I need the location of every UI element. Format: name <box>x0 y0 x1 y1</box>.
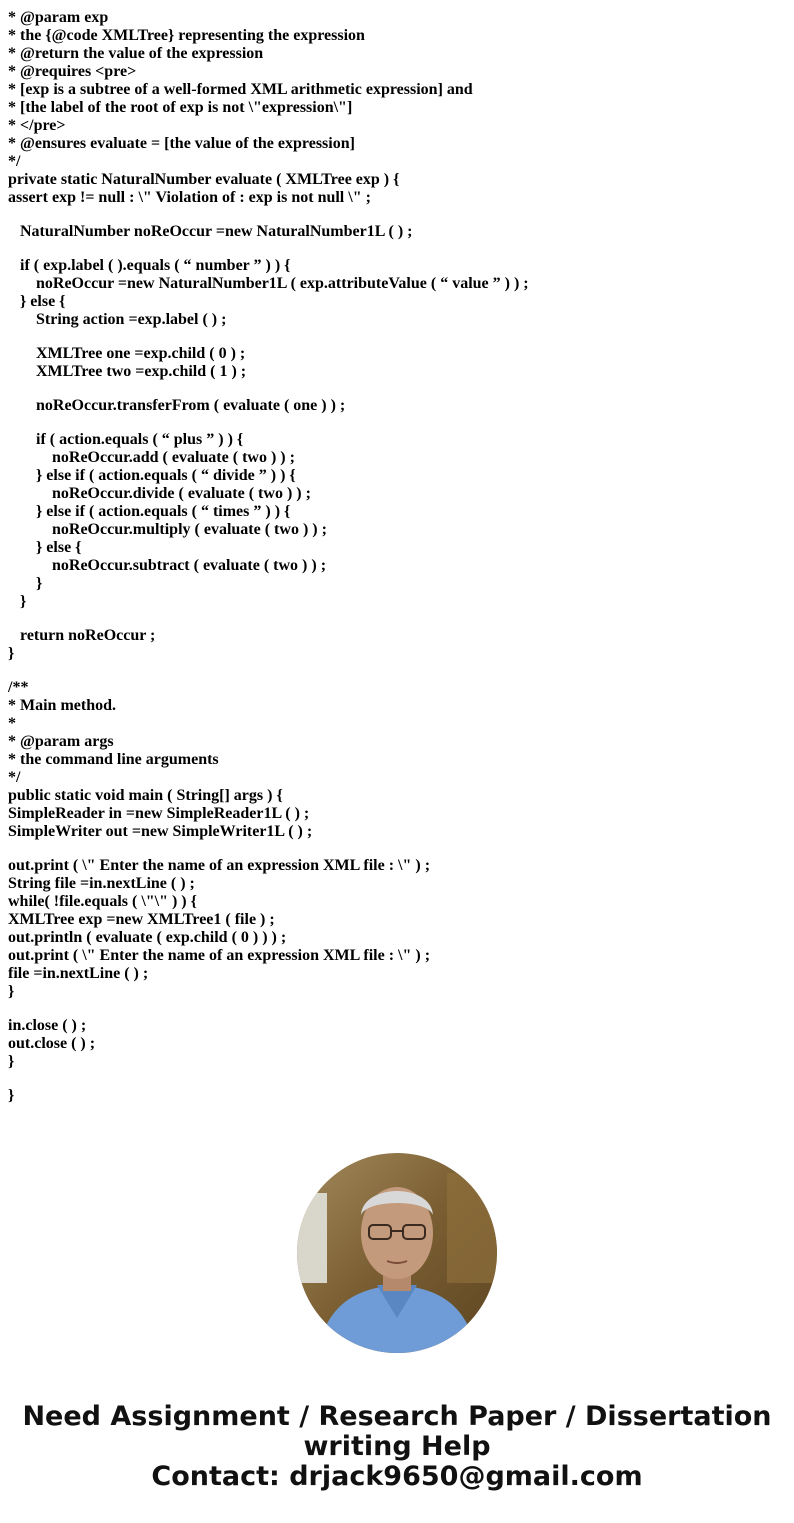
blank-line <box>8 611 788 627</box>
code-line: */ <box>8 769 21 786</box>
code-line: noReOccur.multiply ( evaluate ( two ) ) ; <box>8 521 327 538</box>
blank-line <box>8 415 788 431</box>
code-line: } <box>8 593 27 610</box>
code-line: noReOccur.transferFrom ( evaluate ( one ) ) ; <box>8 397 346 414</box>
blank-line <box>8 1001 788 1017</box>
code-line: * @return the value of the expression <box>8 45 264 62</box>
code-line: } else { <box>8 539 82 556</box>
code-line: public static void main ( String[] args ) { <box>8 787 283 804</box>
code-line: } <box>8 1087 15 1104</box>
code-line: } <box>8 645 15 662</box>
code-line: * Main method. <box>8 697 116 714</box>
author-portrait-illustration <box>297 1153 497 1353</box>
code-line: noReOccur.divide ( evaluate ( two ) ) ; <box>8 485 311 502</box>
code-line: in.close ( ) ; <box>8 1017 87 1034</box>
code-line: out.print ( \" Enter the name of an expression XML file : \" ) ; <box>8 857 431 874</box>
code-line: NaturalNumber noReOccur =new NaturalNumber1L ( ) ; <box>8 223 413 240</box>
code-line: private static NaturalNumber evaluate ( XMLTree exp ) { <box>8 171 400 188</box>
code-line: String action =exp.label ( ) ; <box>8 311 227 328</box>
code-line: * @param exp <box>8 9 109 26</box>
code-line: XMLTree two =exp.child ( 1 ) ; <box>8 363 247 380</box>
code-line: * <box>8 715 16 732</box>
code-line: } else if ( action.equals ( “ times ” ) ) { <box>8 503 291 520</box>
code-line: if ( action.equals ( “ plus ” ) ) { <box>8 431 244 448</box>
blank-line <box>8 841 788 857</box>
code-line: } <box>8 1053 15 1070</box>
code-line: noReOccur.subtract ( evaluate ( two ) ) ; <box>8 557 327 574</box>
blank-line <box>8 381 788 397</box>
code-line: String file =in.nextLine ( ) ; <box>8 875 195 892</box>
code-line: * [exp is a subtree of a well-formed XML arithmetic expression] and <box>8 81 473 98</box>
code-line: out.println ( evaluate ( exp.child ( 0 ) ) ) ; <box>8 929 287 946</box>
code-line: * </pre> <box>8 117 66 134</box>
blank-line <box>8 663 788 679</box>
code-line: * @ensures evaluate = [the value of the expression] <box>8 135 355 152</box>
code-line: * [the label of the root of exp is not \"expression\"] <box>8 99 353 116</box>
code-line: if ( exp.label ( ).equals ( “ number ” ) ) { <box>8 257 291 274</box>
code-line: XMLTree one =exp.child ( 0 ) ; <box>8 345 246 362</box>
cta-line-2: writing Help <box>303 1431 491 1462</box>
code-line: * @param args <box>8 733 114 750</box>
code-line: return noReOccur ; <box>8 627 156 644</box>
code-line: * the command line arguments <box>8 751 219 768</box>
code-line: SimpleReader in =new SimpleReader1L ( ) ; <box>8 805 310 822</box>
code-listing <box>8 9 788 1105</box>
code-line: * the {@code XMLTree} representing the expression <box>8 27 365 44</box>
code-line: out.close ( ) ; <box>8 1035 96 1052</box>
code-line: } <box>8 983 15 1000</box>
cta-line-1: Need Assignment / Research Paper / Dissertation <box>22 1401 772 1432</box>
code-line: * @requires <pre> <box>8 63 137 80</box>
blank-line <box>8 207 788 223</box>
cta-line-3: Contact: drjack9650@gmail.com <box>151 1461 643 1492</box>
blank-line <box>8 1071 788 1087</box>
code-line: out.print ( \" Enter the name of an expression XML file : \" ) ; <box>8 947 431 964</box>
blank-line <box>8 241 788 257</box>
code-line: } else { <box>8 293 66 310</box>
code-line: file =in.nextLine ( ) ; <box>8 965 149 982</box>
help-contact-banner <box>0 1402 794 1492</box>
code-line: noReOccur.add ( evaluate ( two ) ) ; <box>8 449 295 466</box>
code-line: } <box>8 575 43 592</box>
code-line: XMLTree exp =new XMLTree1 ( file ) ; <box>8 911 275 928</box>
code-line: assert exp != null : \" Violation of : exp is not null \" ; <box>8 189 371 206</box>
author-avatar <box>297 1153 497 1353</box>
code-line: SimpleWriter out =new SimpleWriter1L ( ) ; <box>8 823 313 840</box>
code-line: */ <box>8 153 21 170</box>
code-line: /** <box>8 679 29 696</box>
code-line: } else if ( action.equals ( “ divide ” ) ) { <box>8 467 296 484</box>
blank-line <box>8 329 788 345</box>
code-line: while( !file.equals ( \"\" ) ) { <box>8 893 197 910</box>
code-line: noReOccur =new NaturalNumber1L ( exp.attributeValue ( “ value ” ) ) ; <box>8 275 529 292</box>
